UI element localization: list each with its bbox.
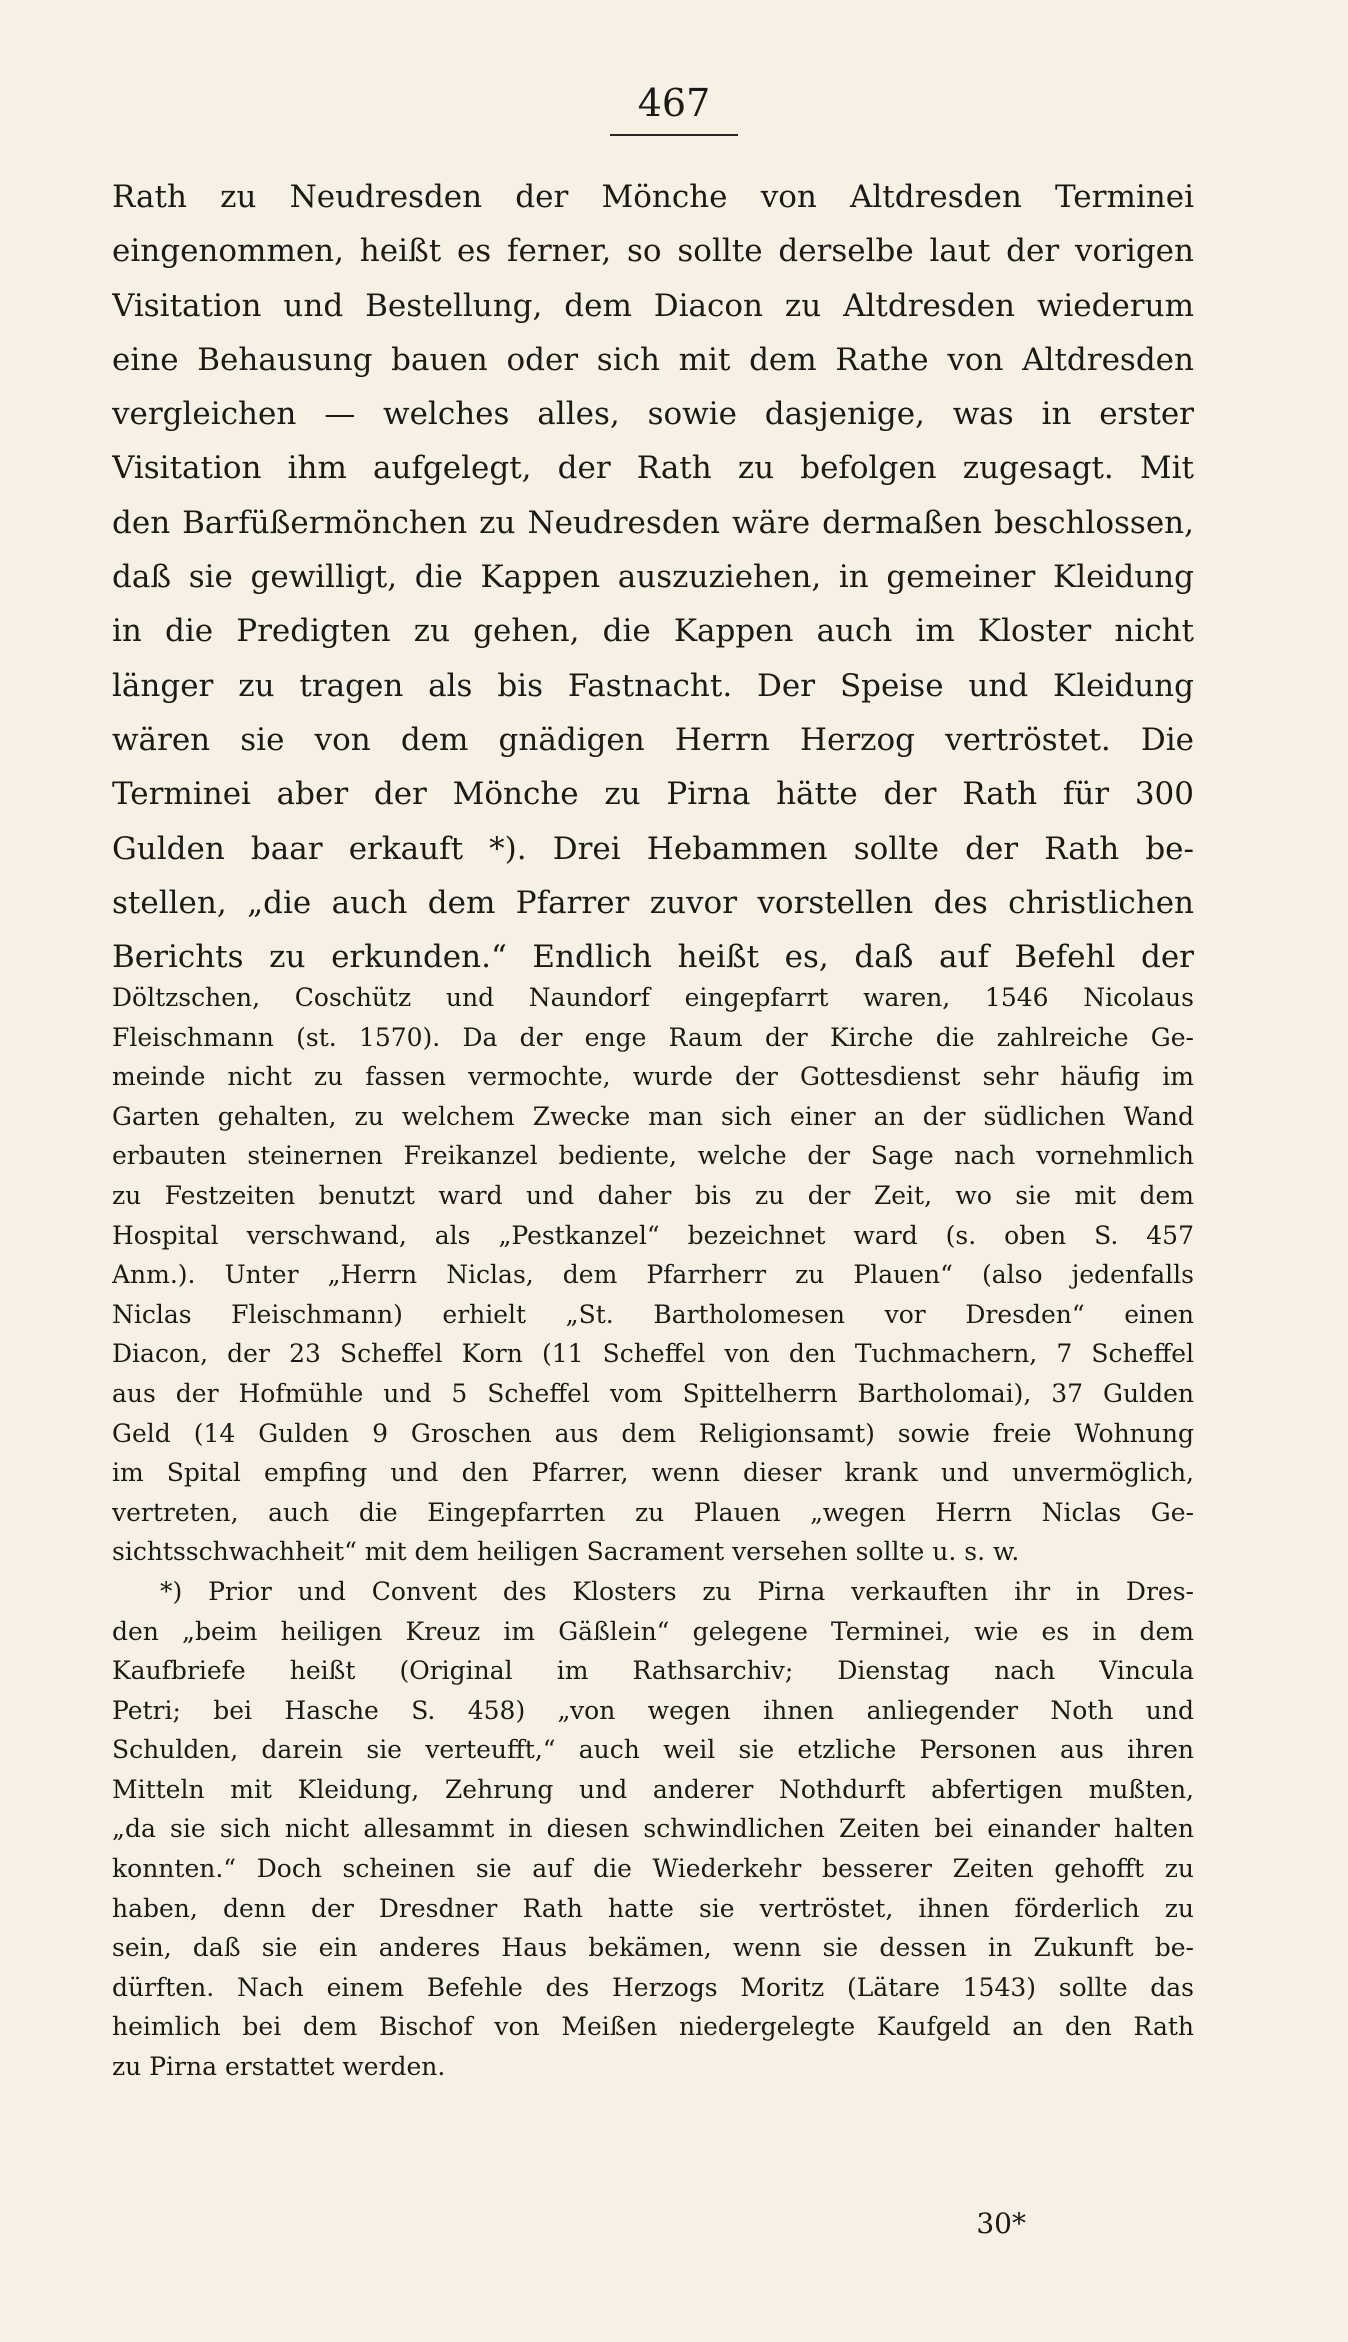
- footnote-line: Geld (14 Gulden 9 Groschen aus dem Religionsamt) sowie freie Wohnung: [112, 1418, 1194, 1448]
- footnote-star-line: konnten.“ Doch scheinen sie auf die Wiederkehr besserer Zeiten gehofft zu: [112, 1854, 1194, 1884]
- text-line: vergleichen — welches alles, sowie dasjenige, was in erster: [112, 396, 1194, 433]
- footnote-line: Fleischmann (st. 1570). Da der enge Raum der Kirche die zahlreiche Ge-: [112, 1022, 1194, 1052]
- text-line: Rath zu Neudresden der Mönche von Altdresden Terminei: [112, 179, 1194, 215]
- footnote-line: zu Festzeiten benutzt ward und daher bis zu der Zeit, wo sie mit dem: [112, 1180, 1194, 1210]
- text-line: eingenommen, heißt es ferner, so sollte derselbe laut der vorigen: [112, 233, 1194, 270]
- text-line: länger zu tragen als bis Fastnacht. Der Speise und Kleidung: [112, 667, 1194, 704]
- footnote-line: Hospital verschwand, als „Pestkanzel“ bezeichnet ward (s. oben S. 457: [112, 1220, 1194, 1250]
- text-line: Berichts zu erkunden.“ Endlich heißt es, daß auf Befehl der: [112, 939, 1194, 976]
- footnote-line: vertreten, auch die Eingepfarrten zu Plauen „wegen Herrn Niclas Ge-: [112, 1497, 1194, 1527]
- footnote-star-line: haben, denn der Dresdner Rath hatte sie vertröstet, ihnen förderlich zu: [112, 1893, 1194, 1923]
- footnote-line: Anm.). Unter „Herrn Niclas, dem Pfarrherr zu Plauen“ (also jedenfalls: [112, 1260, 1194, 1290]
- footnote-star-line: „da sie sich nicht allesammt in diesen schwindlichen Zeiten bei einander halten: [112, 1814, 1194, 1844]
- text-line: Gulden baar erkauft *). Drei Hebammen sollte der Rath be-: [112, 830, 1194, 867]
- footnote-line: Döltzschen, Coschütz und Naundorf eingepfarrt waren, 1546 Nicolaus: [112, 983, 1194, 1012]
- text-line: eine Behausung bauen oder sich mit dem Rathe von Altdresden: [112, 341, 1194, 378]
- text-line: stellen, „die auch dem Pfarrer zuvor vorstellen des christlichen: [112, 884, 1194, 921]
- footnote-star-line: Mitteln mit Kleidung, Zehrung und anderer Nothdurft abfertigen mußten,: [112, 1774, 1194, 1804]
- footnote-line: Niclas Fleischmann) erhielt „St. Bartholomesen vor Dresden“ einen: [112, 1299, 1194, 1329]
- footnote-line: Diacon, der 23 Scheffel Korn (11 Scheffel von den Tuchmachern, 7 Scheffel: [112, 1339, 1194, 1369]
- footnote-star-line: den „beim heiligen Kreuz im Gäßlein“ gelegene Terminei, wie es in dem: [112, 1616, 1194, 1646]
- page-number: 467: [637, 81, 711, 125]
- footnote-star-line: Petri; bei Hasche S. 458) „von wegen ihnen anliegender Noth und: [112, 1695, 1194, 1725]
- footnote-star-line: Schulden, darein sie verteufft,“ auch weil sie etzliche Personen aus ihren: [112, 1735, 1194, 1765]
- main-text: [112, 170, 1194, 984]
- footnote-star-line: zu Pirna erstattet werden.: [112, 2052, 446, 2082]
- footnote-line: erbauten steinernen Freikanzel bediente, welche der Sage nach vornehmlich: [112, 1141, 1194, 1171]
- footnote-star-line: sein, daß sie ein anderes Haus bekämen, wenn sie dessen in Zukunft be-: [112, 1933, 1194, 1963]
- footnote-star-line: *) Prior und Convent des Klosters zu Pirna verkauften ihr in Dres-: [160, 1576, 1194, 1606]
- footnote-line: Garten gehalten, zu welchem Zwecke man sich einer an der südlichen Wand: [112, 1101, 1194, 1131]
- footnote-line: meinde nicht zu fassen vermochte, wurde der Gottesdienst sehr häufig im: [112, 1062, 1194, 1092]
- footnote-line: aus der Hofmühle und 5 Scheffel vom Spittelherrn Bartholomai), 37 Gulden: [112, 1378, 1194, 1408]
- footnote-star-line: dürften. Nach einem Befehle des Herzogs Moritz (Lätare 1543) sollte das: [112, 1972, 1194, 2002]
- text-line: Visitation ihm aufgelegt, der Rath zu befolgen zugesagt. Mit: [112, 450, 1194, 487]
- text-line: Terminei aber der Mönche zu Pirna hätte der Rath für 300: [112, 776, 1194, 813]
- footnote-star-line: Kaufbriefe heißt (Original im Rathsarchiv; Dienstag nach Vincula: [112, 1656, 1194, 1686]
- text-line: wären sie von dem gnädigen Herrn Herzog vertröstet. Die: [112, 721, 1194, 758]
- header-rule: [610, 134, 738, 136]
- footnote-star-line: heimlich bei dem Bischof von Meißen niedergelegte Kaufgeld an den Rath: [112, 2012, 1194, 2042]
- text-line: den Barfüßermönchen zu Neudresden wäre dermaßen beschlossen,: [112, 504, 1194, 541]
- text-line: Visitation und Bestellung, dem Diacon zu Altdresden wiederum: [112, 287, 1194, 324]
- text-line: daß sie gewilligt, die Kappen auszuziehen, in gemeiner Kleidung: [112, 559, 1194, 596]
- footnotes: [112, 978, 1194, 2087]
- text-line: in die Predigten zu gehen, die Kappen auch im Kloster nicht: [112, 613, 1194, 650]
- footnote-line: im Spital empfing und den Pfarrer, wenn dieser krank und unvermöglich,: [112, 1458, 1194, 1488]
- footnote-line: sichtsschwachheit“ mit dem heiligen Sacrament versehen sollte u. s. w.: [112, 1537, 1020, 1567]
- signature-mark: 30*: [976, 2207, 1026, 2240]
